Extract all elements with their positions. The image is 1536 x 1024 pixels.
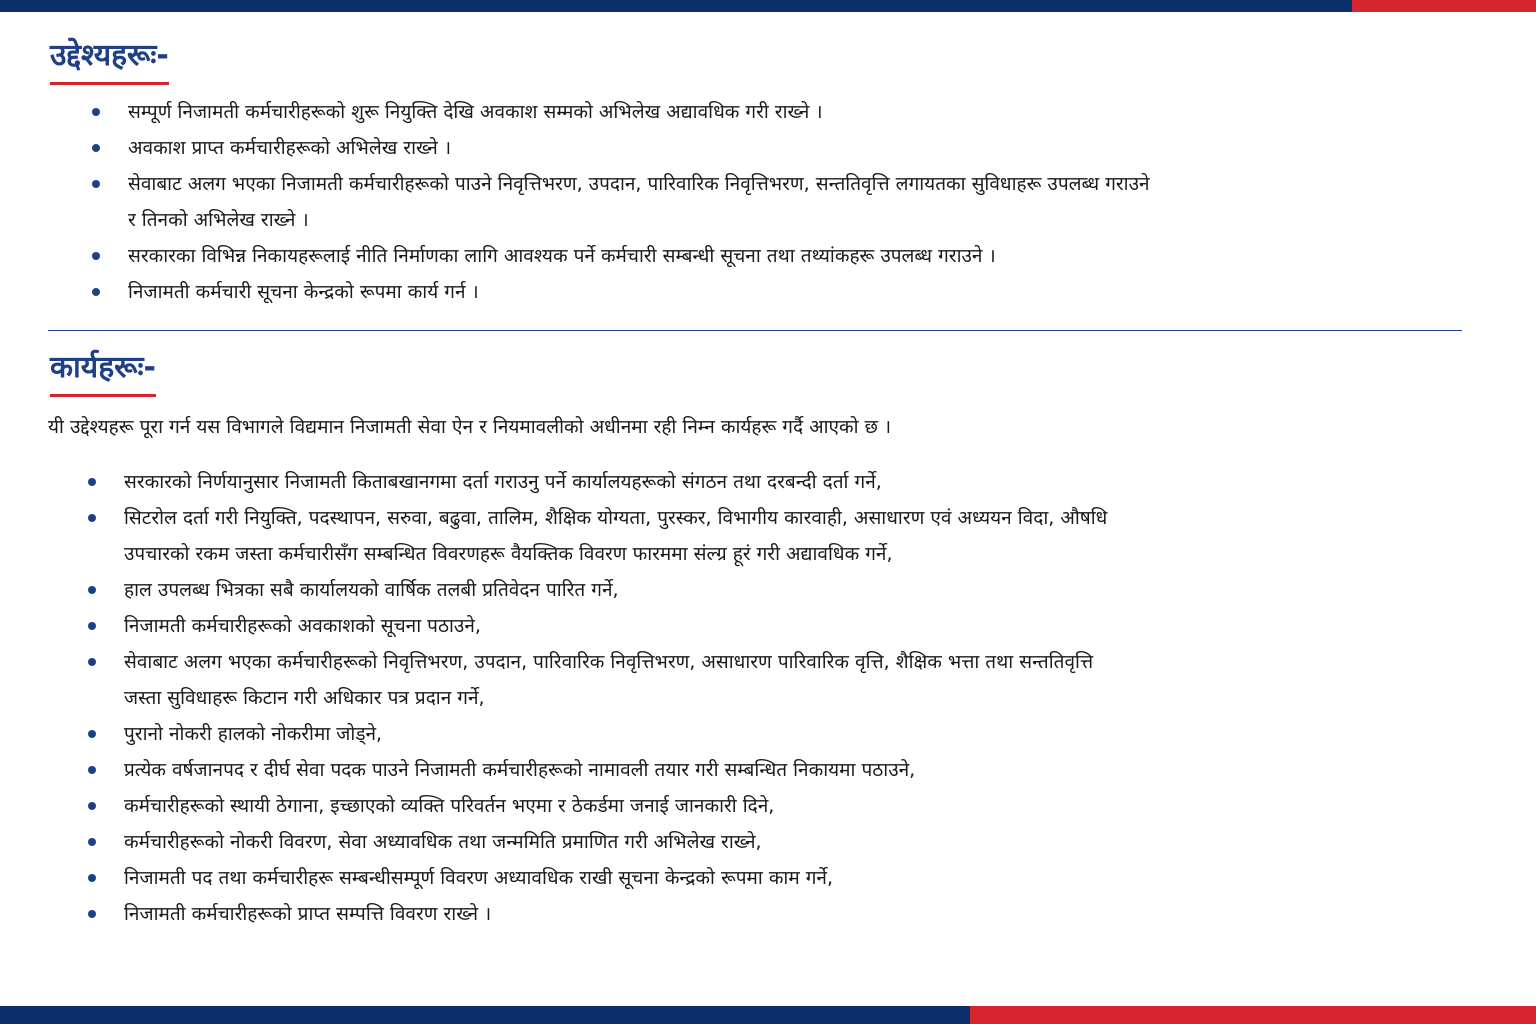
bullet-icon — [88, 730, 96, 738]
bullet-icon — [88, 514, 96, 522]
top-bar-red-segment — [1352, 0, 1536, 12]
list-item-text: अवकाश प्राप्त कर्मचारीहरूको अभिलेख राख्ने । — [128, 137, 452, 159]
list-item-text: कर्मचारीहरूको स्थायी ठेगाना, इच्छाएको व्यक्ति परिवर्तन भएमा र ठेकर्डमा जनाई जानकारी दिने, — [124, 795, 775, 817]
objectives-list — [92, 94, 1482, 310]
bullet-icon — [88, 478, 96, 486]
list-item — [88, 716, 1448, 752]
list-item-text: कर्मचारीहरूको नोकरी विवरण, सेवा अध्यावधिक तथा जन्ममिति प्रमाणित गरी अभिलेख राख्ने, — [124, 831, 762, 853]
functions-intro-text: यी उद्देश्यहरू पूरा गर्न यस विभागले विद्यमान निजामती सेवा ऐन र नियमावलीको अधीनमा रही निम्न कार्यहरू गर्दै आएको छ । — [48, 416, 892, 438]
bottom-bar-red-segment — [970, 1006, 1536, 1024]
functions-heading: कार्यहरूः- — [50, 348, 156, 397]
bottom-color-bar — [0, 1006, 1536, 1024]
top-bar-blue-segment — [0, 0, 1352, 12]
list-item — [88, 500, 1448, 572]
bullet-icon — [88, 622, 96, 630]
bullet-icon — [88, 586, 96, 594]
list-item — [92, 166, 1482, 238]
bullet-icon — [92, 180, 100, 188]
list-item-text: सेवाबाट अलग भएका निजामती कर्मचारीहरूको पाउने निवृत्तिभरण, उपदान, पारिवारिक निवृत्तिभरण, सन्ततिवृत्ति लगायतका सुविधाहरू उपलब्ध गराउने र तिनको अभिलेख राख्ने । — [128, 173, 1150, 231]
list-item — [92, 238, 1482, 274]
functions-list — [88, 464, 1448, 932]
list-item — [88, 752, 1448, 788]
bullet-icon — [88, 802, 96, 810]
list-item — [88, 860, 1448, 896]
list-item-text: सम्पूर्ण निजामती कर्मचारीहरूको शुरू नियुक्ति देखि अवकाश सम्मको अभिलेख अद्यावधिक गरी राख्ने । — [128, 101, 823, 123]
list-item-text: निजामती कर्मचारीहरूको प्राप्त सम्पत्ति विवरण राख्ने । — [124, 903, 492, 925]
bullet-icon — [92, 144, 100, 152]
list-item — [92, 94, 1482, 130]
list-item-text: सरकारको निर्णयानुसार निजामती किताबखानगमा दर्ता गराउनु पर्ने कार्यालयहरूको संगठन तथा दरबन्दी दर्ता गर्ने, — [124, 471, 882, 493]
list-item-text: प्रत्येक वर्षजानपद र दीर्घ सेवा पदक पाउने निजामती कर्मचारीहरूको नामावली तयार गरी सम्बन्धित निकायमा पठाउने, — [124, 759, 916, 781]
bullet-icon — [88, 838, 96, 846]
list-item — [92, 130, 1482, 166]
bullet-icon — [92, 288, 100, 296]
section-divider — [48, 330, 1462, 331]
top-color-bar — [0, 0, 1536, 12]
bottom-bar-blue-segment — [0, 1006, 970, 1024]
list-item — [88, 788, 1448, 824]
bullet-icon — [88, 910, 96, 918]
bullet-icon — [88, 874, 96, 882]
list-item-text: पुरानो नोकरी हालको नोकरीमा जोड्ने, — [124, 723, 383, 745]
list-item-text: निजामती कर्मचारीहरूको अवकाशको सूचना पठाउने, — [124, 615, 481, 637]
list-item — [88, 572, 1448, 608]
bullet-icon — [92, 108, 100, 116]
list-item — [88, 896, 1448, 932]
bullet-icon — [92, 252, 100, 260]
list-item-text: सरकारका विभिन्न निकायहरूलाई नीति निर्माणका लागि आवश्यक पर्ने कर्मचारी सम्बन्धी सूचना तथा तथ्यांकहरू उपलब्ध गराउने । — [128, 245, 996, 267]
list-item — [88, 464, 1448, 500]
list-item — [88, 644, 1448, 716]
list-item — [88, 824, 1448, 860]
objectives-heading: उद्देश्यहरूः- — [50, 36, 169, 85]
list-item — [88, 608, 1448, 644]
list-item-text: सेवाबाट अलग भएका कर्मचारीहरूको निवृत्तिभरण, उपदान, पारिवारिक निवृत्तिभरण, असाधारण पारिवारिक वृत्ति, शैक्षिक भत्ता तथा सन्ततिवृत्ति जस्ता सुविधाहरू किटान गरी अधिकार पत्र प्रदान गर्ने, — [124, 651, 1094, 709]
list-item — [92, 274, 1482, 310]
list-item-text: निजामती पद तथा कर्मचारीहरू सम्बन्धीसम्पूर्ण विवरण अध्यावधिक राखी सूचना केन्द्रको रूपमा काम गर्ने, — [124, 867, 834, 889]
bullet-icon — [88, 658, 96, 666]
list-item-text: हाल उपलब्ध भित्रका सबै कार्यालयको वार्षिक तलबी प्रतिवेदन पारित गर्ने, — [124, 579, 619, 601]
bullet-icon — [88, 766, 96, 774]
list-item-text: निजामती कर्मचारी सूचना केन्द्रको रूपमा कार्य गर्न । — [128, 281, 479, 303]
list-item-text: सिटरोल दर्ता गरी नियुक्ति, पदस्थापन, सरुवा, बढुवा, तालिम, शैक्षिक योग्यता, पुरस्कर, विभागीय कारवाही, असाधारण एवं अध्ययन विदा, औषधि उपचारको रकम जस्ता कर्मचारीसँग सम्बन्धित विवरणहरू वैयक्तिक विवरण फारममा संल्ग्र हूरं गरी अद्यावधिक गर्ने, — [124, 507, 1108, 565]
